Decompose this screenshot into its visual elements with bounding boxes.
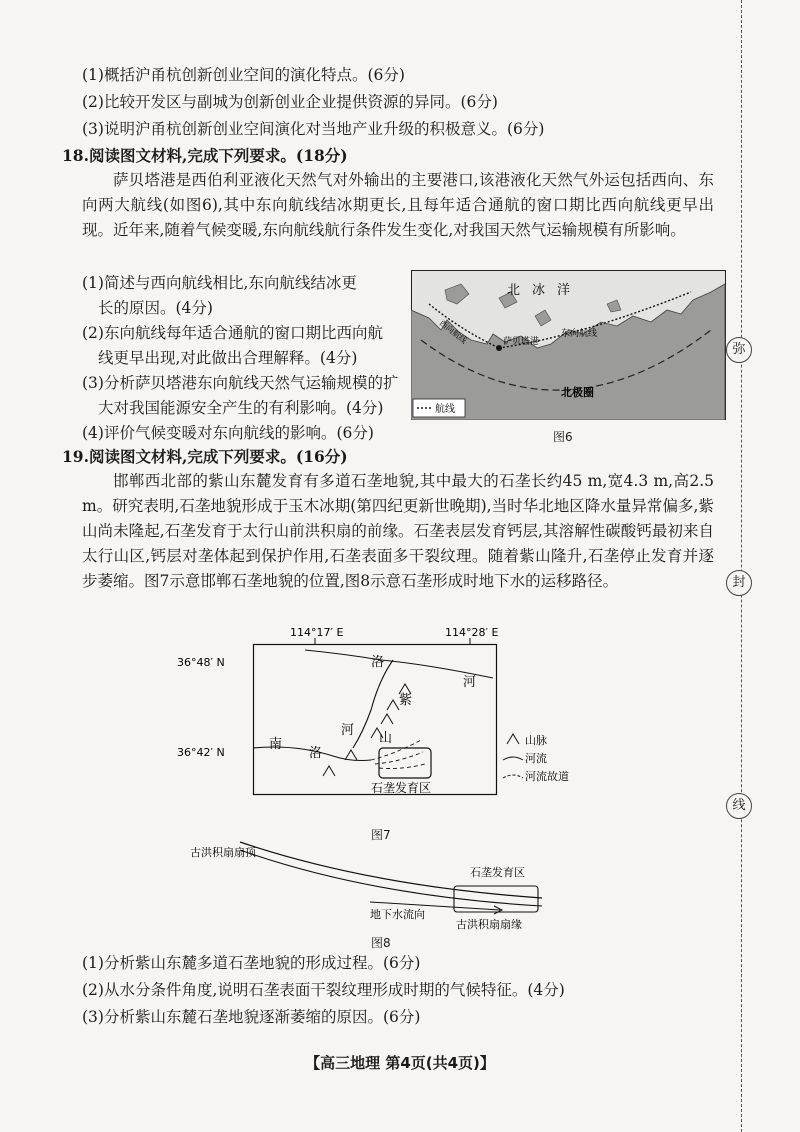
fig7-lon2: 114°28′ E <box>445 626 499 639</box>
binding-dashed-line <box>741 0 742 1132</box>
old-channel <box>379 764 425 769</box>
map-west-route-label: 西向航线 <box>437 318 469 346</box>
river-luohe <box>305 650 493 678</box>
map-port-label: 萨贝塔港 <box>503 337 540 347</box>
map-east-route-label: 东向航线 <box>561 329 598 339</box>
q17-item-3: (3)说明沪甬杭创新创业空间演化对当地产业升级的积极意义。(6分) <box>82 120 545 138</box>
fig7-luo2: 洛 <box>309 746 323 761</box>
q19-item-3: (3)分析紫山东麓石垄地貌逐渐萎缩的原因。(6分) <box>82 1008 421 1026</box>
fig7-he: 河 <box>463 675 477 690</box>
figure-6-caption: 图6 <box>553 430 573 444</box>
fig7-lat1: 36°48′ N <box>177 656 225 669</box>
fig7-he2: 河 <box>341 723 355 738</box>
binding-seal-3: 线 <box>726 793 752 819</box>
fig7-legend-river: 河流 <box>525 752 547 765</box>
q18-sub1-line1: (1)简述与西向航线相比,东向航线结冰更 <box>82 274 357 292</box>
map-ocean-label: 北冰洋 <box>507 283 583 298</box>
q18-sub4: (4)评价气候变暖对东向航线的影响。(6分) <box>82 424 374 442</box>
q19-item-2: (2)从水分条件角度,说明石垄表面干裂纹理形成时期的气候特征。(4分) <box>82 981 565 999</box>
q18-sub3-line1: (3)分析萨贝塔港东向航线天然气运输规模的扩 <box>82 374 399 392</box>
q18-material: 萨贝塔港是西伯利亚液化天然气对外输出的主要港口,该港液化天然气外运包括西向、东向两大航线(如图6),其中东向航线结冰期更长,且每年适合通航的窗口期比西向航线更早出现。近年来,随着气候变暖,东向航线航行条件发生变化,对我国天然气运输规模有所影响。 <box>82 171 714 239</box>
fig7-lat2: 36°42′ N <box>177 746 225 759</box>
fig7-luo: 洛 <box>371 655 385 670</box>
fig7-legend-mountain: 山脉 <box>525 734 547 747</box>
figure-8-diagram <box>170 836 590 936</box>
q18-sub3-line2: 大对我国能源安全产生的有利影响。(4分) <box>98 399 384 417</box>
figure-8-caption: 图8 <box>371 936 391 950</box>
fig8-flow-label: 地下水流向 <box>370 908 425 921</box>
fig8-edge-label: 古洪积扇扇缘 <box>456 918 522 931</box>
q18-header: 18.阅读图文材料,完成下列要求。(18分) <box>62 146 348 165</box>
q19-item-1: (1)分析紫山东麓多道石垄地貌的形成过程。(6分) <box>82 954 421 972</box>
stone-ridge-area-box <box>379 748 431 778</box>
q17-item-1: (1)概括沪甬杭创新创业空间的演化特点。(6分) <box>82 66 405 84</box>
figure-7-caption: 图7 <box>371 828 391 842</box>
fig7-shan: 山 <box>379 731 393 746</box>
q18-sub1-line2: 长的原因。(4分) <box>98 299 213 317</box>
q19-header: 19.阅读图文材料,完成下列要求。(16分) <box>62 447 348 466</box>
figure-6-map <box>411 270 726 420</box>
port-marker <box>496 345 502 351</box>
old-channel <box>375 752 423 764</box>
fig8-top-label: 古洪积扇扇顶 <box>190 846 256 859</box>
legend-old-channel-icon <box>503 775 523 778</box>
q19-material: 邯郸西北部的紫山东麓发育有多道石垄地貌,其中最大的石垄长约45 m,宽4.3 m,高2.5 m。研究表明,石垄地貌形成于玉木冰期(第四纪更新世晚期),当时华北地区降水量异常偏多,紫山尚未隆起,石垄发育于太行山前洪积扇的前缘。石垄表层发育钙层,其溶解性碳酸钙最初来自太行山区,钙层对垄体起到保护作用,石垄表面多干裂纹理。随着紫山隆升,石垄停止发育并逐步萎缩。图7示意邯郸石垄地貌的位置,图8示意石垄形成时地下水的运移路径。 <box>82 472 714 590</box>
q18-sub2-line1: (2)东向航线每年适合通航的窗口期比西向航 <box>82 324 383 342</box>
fig7-nan: 南 <box>269 737 283 752</box>
mountain-symbols <box>323 684 411 776</box>
legend-river-icon <box>503 757 523 760</box>
fig7-legend-old: 河流故道 <box>525 770 569 783</box>
page-footer: 【高三地理 第4页(共4页)】 <box>305 1054 495 1072</box>
legend-mountain-icon <box>507 734 519 744</box>
map-legend-label: 航线 <box>435 404 455 415</box>
binding-seal-1: 弥 <box>726 337 752 363</box>
q18-sub2-line2: 线更早出现,对此做出合理解释。(4分) <box>98 349 358 367</box>
fig8-area-label: 石垄发育区 <box>470 866 525 879</box>
map-circle-label: 北极圈 <box>561 386 594 399</box>
fig7-lon1: 114°17′ E <box>290 626 344 639</box>
binding-seal-2: 封 <box>726 570 752 596</box>
fig7-area-label: 石垄发育区 <box>371 781 432 795</box>
q17-item-2: (2)比较开发区与副城为创新创业企业提供资源的异同。(6分) <box>82 93 498 111</box>
fig7-zi: 紫 <box>399 693 413 708</box>
figure-7-map <box>175 620 595 820</box>
